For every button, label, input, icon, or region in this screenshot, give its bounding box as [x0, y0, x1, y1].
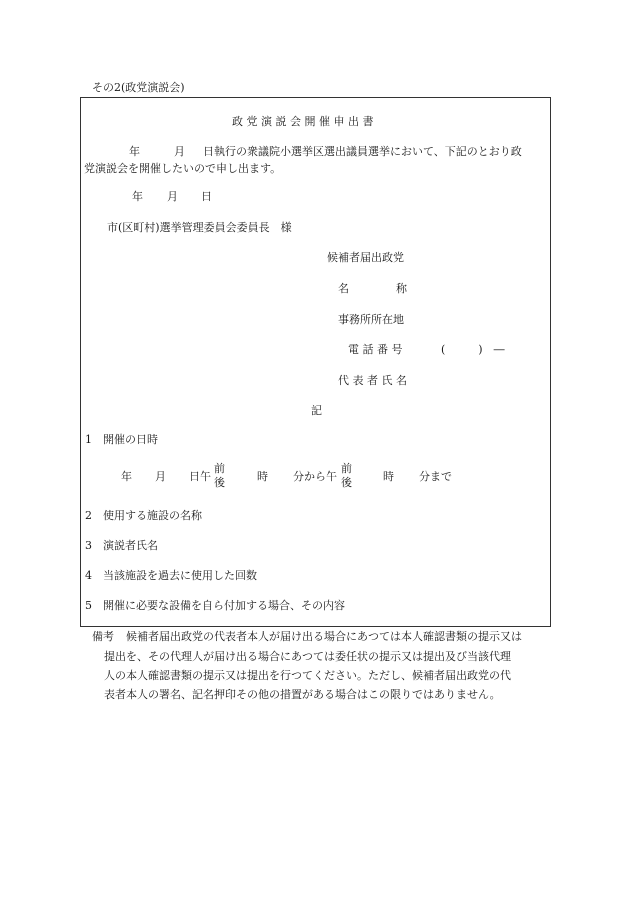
dt-am-2: 前 [341, 462, 352, 475]
note-line-1: 候補者届出政党の代表者本人が届け出る場合にあつては本人確認書類の提示又は [126, 630, 522, 643]
note-line-3: 人の本人確認書類の提示又は提出を行つてください。ただし、候補者届出政党の代 [104, 669, 511, 682]
dt-am-1: 前 [214, 462, 225, 475]
ki-heading: 記 [311, 404, 322, 417]
dt-year: 年 [121, 470, 132, 483]
party-label: 候補者届出政党 [327, 251, 404, 264]
intro-year: 年 [129, 145, 140, 158]
item-2-facility: 2 使用する施設の名称 [85, 509, 202, 522]
date-year: 年 [132, 190, 143, 203]
dt-pm-1: 後 [214, 476, 225, 489]
item-3-speakers: 3 演説者氏名 [85, 539, 158, 552]
dt-min-from: 分から午 [293, 470, 337, 483]
item-1-datetime: 1 開催の日時 [85, 433, 158, 446]
form-label: その2(政党演説会) [92, 81, 185, 94]
dt-pm-2: 後 [341, 476, 352, 489]
note-line-2: 提出を、その代理人が届け出る場合にあつては委任状の提示又は提出及び当該代理 [104, 650, 511, 663]
item-5-equipment: 5 開催に必要な設備を自ら付加する場合、その内容 [85, 599, 345, 612]
dt-ampm-stack-2 [341, 463, 352, 488]
note-line-4: 表者本人の署名、記名押印その他の措置がある場合はこの限りではありません。 [104, 688, 501, 701]
dt-ampm-prefix-2: 午 [326, 470, 337, 483]
phone-format: ( ) ― [441, 343, 505, 356]
intro-month: 月 [174, 145, 185, 158]
intro-text-line1: 日執行の衆議院小選挙区選出議員選挙において、下記のとおり政 [203, 145, 522, 158]
dt-min-until: 分まで [419, 470, 452, 483]
dt-month: 月 [155, 470, 166, 483]
name-label-2: 称 [396, 282, 407, 295]
dt-ampm-stack-1 [214, 463, 225, 488]
note-label: 備考 [92, 630, 114, 643]
dt-hour-1: 時 [257, 470, 268, 483]
form-title: 政 党 演 説 会 開 催 申 出 書 [232, 115, 374, 128]
datetime-row [0, 462, 630, 490]
dt-ampm-prefix-1: 午 [200, 470, 211, 483]
phone-label: 電 話 番 号 [348, 343, 403, 356]
addressee: 市(区町村)選挙管理委員会委員長 様 [107, 221, 292, 234]
date-month: 月 [167, 190, 178, 203]
dt-day: 日 [189, 470, 200, 483]
item-4-usage-count: 4 当該施設を過去に使用した回数 [85, 569, 257, 582]
office-address-label: 事務所所在地 [338, 313, 404, 326]
name-label-1: 名 [338, 282, 349, 295]
dt-hour-2: 時 [383, 470, 394, 483]
dt-day-prefix [189, 471, 211, 482]
date-day: 日 [201, 190, 212, 203]
intro-text-line2: 党演説会を開催したいので申し出ます。 [84, 162, 282, 175]
representative-label: 代 表 者 氏 名 [338, 374, 407, 387]
